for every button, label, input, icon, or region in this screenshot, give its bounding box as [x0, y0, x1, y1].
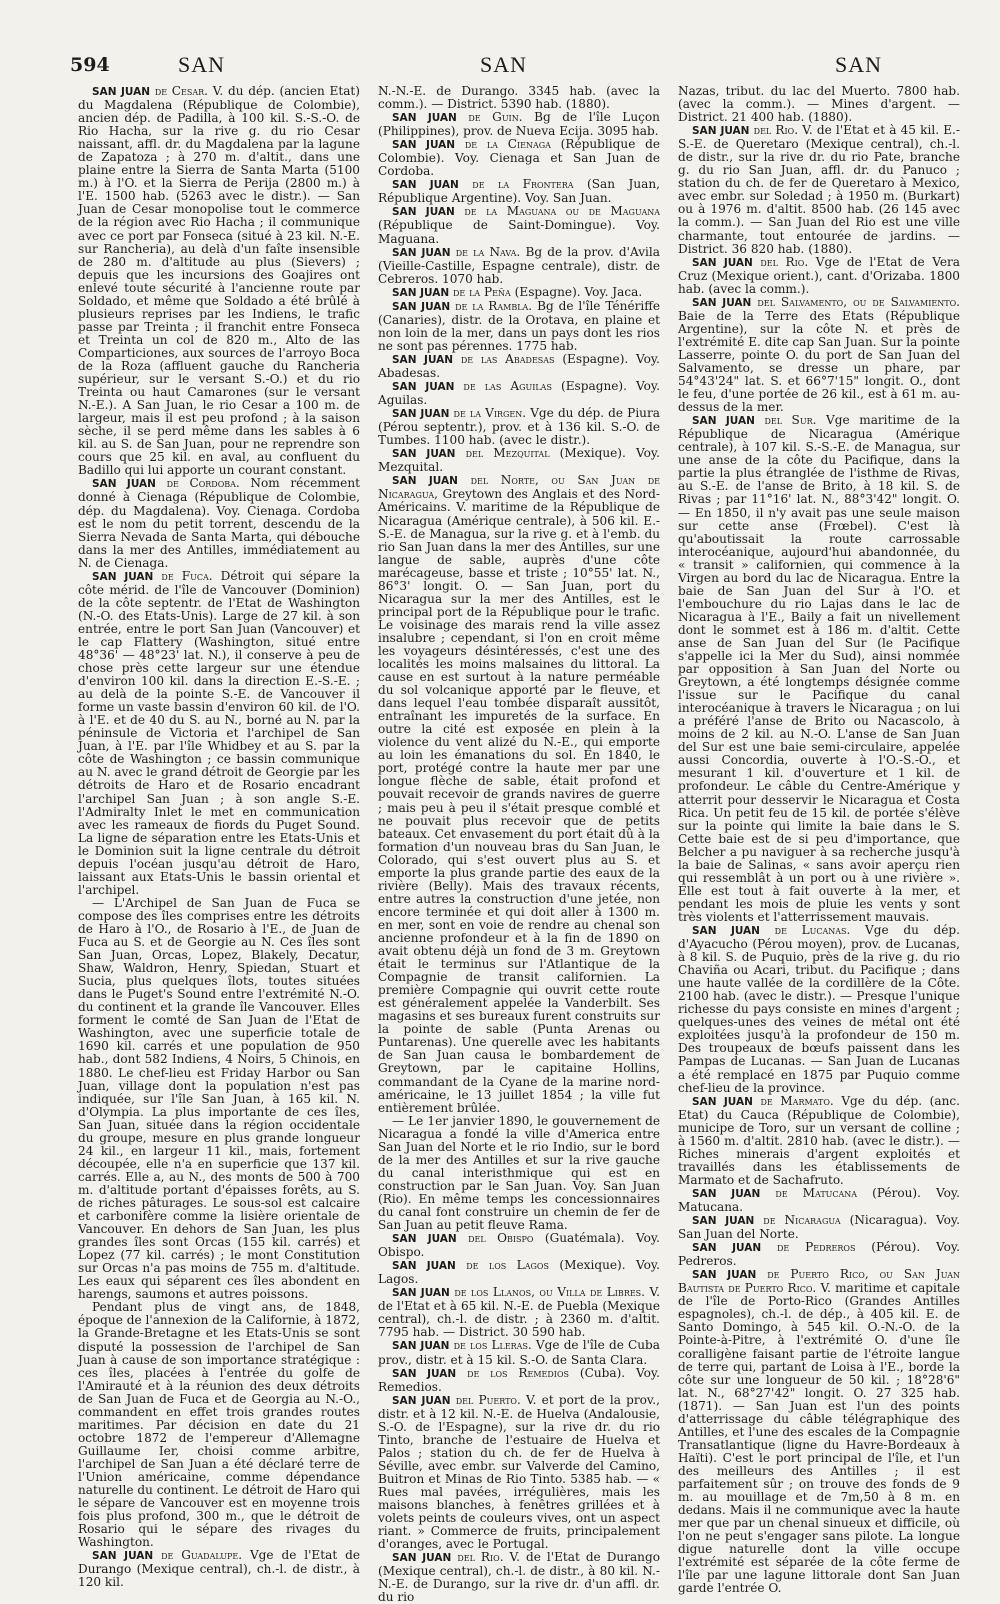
dictionary-entry [378, 380, 660, 407]
entry-text: (Espagne). Voy. Aguilas. [378, 379, 660, 408]
dictionary-entry [78, 1301, 360, 1549]
entry-headword: SAN JUAN [392, 381, 455, 394]
entry-headword: SAN JUAN [692, 256, 753, 269]
entry-headword: SAN JUAN [392, 1552, 452, 1565]
dictionary-entry [78, 570, 360, 897]
entry-headword: SAN JUAN [392, 1340, 450, 1353]
entry-text: Nom récemment donné à Cienaga (République de Colombie, dép. du Magdalena). Voy. Cienaga. Cordoba est le nom du petit torrent, descendu de la Sierra Nevada de Santa Marta, qui débouche dans la mer des Antilles, immédiatement au N. de Cienaga. [78, 476, 360, 570]
entry-subhead: de las Abadesas [460, 351, 555, 366]
entry-subhead: de los Lagos [466, 1258, 549, 1273]
entry-text: V. du dép. (ancien Etat) du Magdalena (République de Colombie), ancien dép. de Padilla, à 100 kil. S.-S.-O. de Rio Hacha, sur la rive g. du rio Cesar naissant, affl. dr. du Magdalena par la lagune de Zapatoza ; à 270 m. d'altit., dans une plaine entre la Sierra de Santa Marta (5100 m.) à l'O. et la Sierra de Perija (2800 m.) à l'E. 1500 hab. (5263 avec le distr.). — San Juan de Cesar monopolise tout le commerce de la région avec Rio Hacha ; il communique avec ce port par Fonseca (situé à 23 kil. N.-E. sur Rancheria), au delà d'un faîte insensible de 280 m. d'altitude au plus (Sievers) ; depuis que les incursions des Goajires ont enlevé toute sécurité à l'ancienne route par Soldado, et même que Soldado a été brûlé à plusieurs reprises par les Indiens, le trafic passe par Treinta ; il franchit entre Fonseca et Treinta un col de 820 m., Alto de las Comparticiones, aux sources de l'arroyo Boca de la Roza (affluent gauche du Rancheria supérieur, sur le versant S.-O.) et du rio Treinta ou haut Camarones (sur le versant N.-E.). A San Juan, le rio Cesar a 100 m. de largeur, mais il est peu profond ; à la saison sèche, il se perd même dans les sables à 6 kil. au S. de San Juan, pour ne reprendre son cours que 25 kil. en aval, au confluent du Badillo qui lui apporte un courant constant. [78, 84, 360, 478]
entry-subhead: de la Cienaga [464, 137, 551, 152]
entry-subhead: de la Nava. [455, 244, 521, 259]
dictionary-entry [378, 474, 660, 1114]
entry-text: V. maritime et capitale de l'île de Porto-Rico (Grandes Antilles espagnoles), ch.-l. de dép., à 405 kil. E. de Santo Domingo, à 545 kil. O.-N.-O. de la Pointe-à-Pitre, à l'extrémité O. d'une île coralligène faisant partie de l'étroite langue de terre qui, partant de Loisa à l'E., borde la côte sur une longueur de 50 kil. ; 18°28'6" lat. N., 68°27'42" longit. O. 27 325 hab. (1871). — San Juan est l'un des points d'atterrissage du câble télégraphique des Antilles, et l'une des escales de la Compagnie Transatlantique (ligne du Havre-Bordeaux à Haïti). C'est le port principal de l'île, et l'un des meilleurs des Antilles ; il est parfaitement sûr ; on trouve des fonds de 9 m. au mouillage et de 7m,50 à 8 m. en dedans. Mais il ne communique avec la haute mer que par un chenal sinueux et difficile, où l'on ne peut s'engager sans pilote. La longue digue naturelle dont la ville occupe l'extrémité est séparée de la côte ferme de l'île par une lagune littorale dont San Juan garde l'entrée O. [678, 1281, 960, 1596]
entry-headword: SAN JUAN [392, 206, 455, 219]
dictionary-entry [78, 85, 360, 477]
entry-subhead: del Salvamento, ou de Salvamiento. [757, 294, 960, 309]
running-head-right: SAN [834, 52, 882, 77]
entry-text: (Mexique). Voy. Lagos. [378, 1258, 660, 1287]
entry-headword: SAN JUAN [692, 1095, 753, 1108]
dictionary-entry [678, 85, 960, 124]
dictionary-entry [678, 1214, 960, 1241]
entry-text: Vge du dép. de Piura (Pérou septentr.), prov. et à 136 kil. S.-O. de Tumbes. 1100 hab. (avec le distr.). [378, 406, 660, 448]
entry-headword: SAN JUAN [392, 112, 457, 125]
page-header [70, 42, 972, 82]
dictionary-entry [678, 124, 960, 255]
entry-subhead: de Marmato. [760, 1093, 834, 1108]
entry-headword: SAN JUAN [692, 296, 752, 309]
entry-text: V. de l'Etat et à 45 kil. E.-S.-E. de Queretaro (Mexique central), ch.-l. de distr., sur la rive dr. du rio Pate, branche g. du rio San Juan, affl. dr. du Panuco ; station du ch. de fer de Queretaro à Mexico, avec embr. sur Soledad ; à 1950 m. (Burkart) ou à 1976 m. d'altit. 8500 hab. (26 145 avec la comm.). — San Juan del Rio est une ville charmante, tout entourée de jardins. — District. 36 820 hab. (1880). [678, 123, 960, 256]
entry-subhead: de los Remedios [467, 1365, 569, 1380]
entry-headword: SAN JUAN [692, 925, 760, 937]
entry-subhead: de la Peña [453, 284, 511, 299]
entry-text: (Pérou). Voy. Matucana. [678, 1185, 960, 1214]
dictionary-entry [378, 111, 660, 138]
dictionary-entry [678, 296, 960, 414]
entry-text: Vge du dép. d'Ayacucho (Pérou moyen), prov. de Lucanas, à 8 kil. S. de Puquio, près de la rive g. du rio Chaviña ou Acari, tribut. du Pacifique ; dans une haute vallée de la cordillère de la Côte. 2100 hab. (avec le distr.). — Presque l'unique richesse du pays consiste en mines d'argent ; quelques-unes des veines de métal ont été exploitées jusqu'à la profondeur de 150 m. Des troupeaux de bœufs paissent dans les Pampas de Lucanas. — San Juan de Lucanas a été remplacé en 1875 par Puquio comme chef-lieu de la province. [678, 923, 961, 1095]
dictionary-entry [678, 1095, 960, 1187]
dictionary-entry [378, 205, 660, 245]
dictionary-entry [378, 1115, 660, 1232]
entry-headword: SAN JUAN [392, 286, 450, 299]
entry-subhead: de la Maguana ou de Maguana [464, 204, 660, 219]
dictionary-entry [678, 414, 960, 924]
entry-text: Vge du dép. (anc. Etat) du Cauca (République de Colombie), municipe de Toro, sur un versant de colline ; à 1560 m. d'altit. 2810 hab. (avec le distr.). — Riches minerais d'argent exploités et travaillés dans les établissements de Marmato et de Sachafruto. [678, 1093, 961, 1187]
dictionary-entry [678, 256, 960, 296]
running-head-left: SAN [178, 52, 226, 77]
dictionary-entry [378, 1286, 660, 1339]
entry-text: (Guatémala). Voy. Obispo. [378, 1231, 660, 1260]
entry-text: (Nicaragua). Voy. San Juan del Norte. [678, 1213, 961, 1242]
entry-text: Greytown des Anglais et des Nord-Américains. V. maritime de la République de Nicaragua (Amérique centrale), à 506 kil. E.-S.-E. de Managua, sur la rive g. et à l'emb. du rio San Juan dans la mer des Antilles, sur une langue de sable, auprès d'une côte marécageuse, basse et triste ; 10°55' lat. N., 86°3' longit. O. — San Juan, port du Nicaragua sur la mer des Antilles, est le principal port de la République pour le trafic. Le voisinage des marais rend la ville assez insalubre ; cependant, si l'on en croit même les voyageurs désintéressés, c'est une des localités les moins malsaines du littoral. La cause en est surtout à la nature perméable du sol volcanique apporté par le fleuve, et dans lequel l'eau tombée disparaît aussitôt, entraînant les impuretés de la surface. En outre la cité est exposée en plein à la violence du vent alizé du N.-E., qui emporte au loin les émanations du sol. En 1840, le port, protégé contre la haute mer par une longue flèche de sable, était profond et pouvait recevoir de grands navires de guerre ; mais peu à peu il s'était presque comblé et ne pouvait plus recevoir que de petits bateaux. Cet envasement du port était dû à la formation d'un nouveau bras du San Juan, le Colorado, qui s'est ouvert plus au S. et emporte la plus grande partie des eaux de la rivière (Belly). Mais des travaux récents, entre autres la construction d'une jetée, non encore terminée et qui doit aller à 1300 m. en mer, sont en voie de rendre au chenal son ancienne profondeur et à la fin de 1890 on avait obtenu déjà un fond de 3 m. Greytown était le terminus sur l'Atlantique de la Compagnie de transit californien. La première Compagnie qui ouvrit cette route est généralement appelée la Vanderbilt. Ses magasins et ses bureaux furent construits sur la pointe de sable (Punta Arenas ou Puntarenas). Une querelle avec les habitants de San Juan causa le bombardement de Greytown, par le capitaine Hollins, commandant de la Cyane de la marine nord-américaine, le 13 juillet 1854 ; la ville fut entièrement brûlée. [378, 487, 660, 1115]
entry-subhead: de Cordoba. [166, 476, 240, 491]
entry-subhead: del Sur. [764, 413, 817, 428]
dictionary-entry [378, 246, 660, 286]
entry-headword: SAN JUAN [392, 1394, 451, 1407]
entry-subhead: de la Virgen. [453, 406, 527, 421]
entry-subhead: de los Lleras. [453, 1338, 532, 1353]
entry-subhead: del Rio. [457, 1550, 504, 1565]
entry-text: Baie de la Terre des Etats (République Argentine), sur la côte N. et près de l'extrémité E. dite cap San Juan. Sur la pointe Lasserre, pointe O. du port de San Juan del Salvamento, se dresse un phare, par 54°43'24" lat. S. et 66°7'15" longit. O., dont le feu, d'une portée de 26 kil., est à 61 m. au-dessus de la mer. [678, 308, 960, 415]
entry-text: V. de l'Etat et à 65 kil. N.-E. de Puebla (Mexique central), ch.-l. de distr. ; à 2360 m. d'altit. 7795 hab. — District. 30 590 hab. [378, 1285, 660, 1340]
column-left [78, 84, 360, 1590]
dictionary-entry [378, 1259, 660, 1286]
entry-text: (Cuba). Voy. Remedios. [378, 1365, 660, 1394]
dictionary-entry [78, 477, 360, 569]
dictionary-entry [378, 1232, 660, 1259]
entry-subhead: de Cesar. [154, 84, 209, 98]
entry-headword: SAN JUAN [692, 1242, 762, 1255]
entry-subhead: de Puerto Rico, ou San Juan Bautista de Puerto Rico. [678, 1267, 960, 1296]
entry-subhead: de Matucana [775, 1185, 858, 1200]
dictionary-entry [678, 1241, 960, 1268]
entry-subhead: del Puerto. [455, 1392, 521, 1407]
entry-headword: SAN JUAN [392, 408, 450, 421]
entry-headword: SAN JUAN [92, 570, 154, 583]
entry-text: (Espagne). Voy. Abadesas. [378, 351, 660, 380]
entry-text: Vge de l'Etat de Vera Cruz (Mexique orient.), cant. d'Orizaba. 1800 hab. (avec la comm.). [678, 254, 960, 296]
entry-headword: SAN JUAN [392, 1233, 457, 1246]
entry-subhead: de Lucanas. [774, 923, 851, 937]
entry-subhead: de Fuca. [161, 568, 213, 583]
entry-subhead: de Nicaragua [763, 1213, 841, 1228]
entry-headword: SAN JUAN [92, 478, 156, 491]
entry-subhead: de Pedreros [777, 1240, 856, 1255]
entry-text: Pendant plus de vingt ans, de 1848, époque de l'annexion de la Californie, à 1872, la Grande-Bretagne et les Etats-Unis se sont disputé la possession de l'archipel de San Juan à cause de son importance stratégique : ces îles, placées à l'entrée du golfe de l'Amirauté et à la réunion des deux détroits de San Juan de Fuca et de Georgia au N.-O., commandent en effet trois grandes routes maritimes. Par décision en date du 21 octobre 1872 de l'empereur d'Allemagne Guillaume Ier, choisi comme arbitre, l'archipel de San Juan a été déclaré terre de l'Union américaine, comme dépendance naturelle du continent. Le détroit de Haro qui le sépare de Vancouver est en moyenne trois fois plus profond, 300 m., que le détroit de Rosario qui le sépare des rivages du Washington. [78, 1300, 360, 1550]
entry-subhead: de Guin. [468, 110, 523, 125]
entry-headword: SAN JUAN [392, 1260, 456, 1273]
entry-text: Vge de l'Etat de Durango (Mexique central), ch.-l. de distr., à 120 kil. [78, 1548, 360, 1590]
entry-headword: SAN JUAN [692, 1269, 757, 1282]
entry-text: (Mexique). Voy. Mezquital. [378, 446, 660, 475]
dictionary-entry [678, 1268, 960, 1595]
entry-text: (République de Colombie). Voy. Cienaga et San Juan de Cordoba. [378, 137, 661, 179]
entry-text: Vge maritime de la République de Nicaragua (Amérique centrale), à 107 kil. S.-S.-E. de Managua, sur une anse de la côte du Pacifique, dans la partie la plus étranglée de l'isthme de Rivas, au S.-E. de l'anse de Brito, à 18 kil. S. de Rivas ; par 11°16' lat. N., 88°3'42" longit. O. — En 1850, il n'y avait pas une seule maison sur cette anse (Frœbel). C'est là qu'aboutissait la route carrossable interocéanique, aujourd'hui abandonnée, du « transit » californien, qui commence à la Virgen au bord du lac de Nicaragua. Entre la baie de San Juan del Sur à l'O. et l'embouchure du rio Lajas dans le lac de Nicaragua à l'E., Baily a fait un nivellement dont le sommet est à 186 m. d'altit. Cette anse de San Juan del Sur (le Pacifique s'appelle ici la Mer du Sud), ainsi nommée par opposition à San Juan del Norte ou Greytown, a été longtemps désignée comme l'issue sur le Pacifique du canal interocéanique à travers le Nicaragua ; on lui a préféré l'anse de Brito ou Nacascolo, à moins de 2 kil. au N.-O. L'anse de San Juan del Sur est une baie semi-circulaire, appelée aussi Concordia, ouverte à l'O.-S.-O., et mesurant 1 kil. d'ouverture et 1 kil. de profondeur. Le câble du Centre-Amérique y atterrit pour desservir le Nicaragua et Costa Rica. Un petit feu de 15 kil. de portée s'élève sur la pointe qui limite la baie dans le S. Cette baie est de si peu d'importance, que Belcher a pu naviguer à sa recherche jusqu'à la baie de Salinas, « sans avoir aperçu rien qui ressemblât à un port ou à une rivière ». Elle est tout à fait ouverte à la mer, et pendant les mois de pluie les vents y sont très violents et l'atterrissement mauvais. [678, 413, 960, 924]
dictionary-entry [378, 85, 660, 111]
entry-text: Détroit qui sépare la côte mérid. de l'île de Vancouver (Dominion) de la côte septentr. de l'Etat de Washington (N.-O. des Etats-Unis). Large de 27 kil. à son entrée, entre le port San Juan (Vancouver) et le cap Flattery (Washington, situé entre 48°36' — 48°23' lat. N.), il conserve à peu de chose près cette largeur sur une étendue d'environ 100 kil. dans la direction E.-S.-E. ; au delà de la pointe S.-E. de Vancouver il forme un vaste bassin d'environ 60 kil. de l'O. à l'E. et de 40 du S. au N., borné au N. par la péninsule de Victoria et l'archipel de San Juan, à l'E. par l'île Whidbey et au S. par la côte de Washington ; ce bassin communique au N. avec le grand détroit de Georgie par les détroits de Haro et de Rosario encadrant l'archipel San Juan ; à son angle S.-E. l'Admiralty Inlet le met en communication avec les rameaux de fiords du Puget Sound. La ligne de séparation entre les Etats-Unis et le Dominion suit la ligne centrale du détroit depuis l'océan jusqu'au détroit de Haro, laissant aux Etats-Unis le bassin oriental et l'archipel. [78, 568, 360, 897]
entry-text: Bg de l'île Ténériffe (Canaries), distr. de la Orotava, en plaine et non loin de la mer, dans un pays dont les rios ne sont pas pérennes. 1775 hab. [378, 298, 660, 353]
entry-headword: SAN JUAN [392, 246, 451, 259]
dictionary-entry [378, 178, 660, 205]
entry-headword: SAN JUAN [392, 353, 454, 366]
entry-text: Vge de l'île de Cuba prov., distr. et à 15 kil. S.-O. de Santa Clara. [378, 1338, 660, 1367]
entry-text: — Le 1er janvier 1890, le gouvernement de Nicaragua a fondé la ville d'America entre San Juan del Norte et le rio Indio, sur le bord de la mer des Antilles et sur la rive gauche du canal interisthmique qui est en construction par le San Juan. Voy. San Juan (Rio). En même temps les concessionnaires du canal font construire un chemin de fer de San Juan au petit fleuve Rama. [378, 1113, 660, 1233]
dictionary-entry [378, 1367, 660, 1394]
dictionary-entry [78, 897, 360, 1301]
dictionary-entry [378, 286, 660, 300]
entry-text: Bg de la prov. d'Avila (Vieille-Castille, Espagne centrale), distr. de Cebreros. 1070 hab. [378, 244, 660, 286]
entry-headword: SAN JUAN [692, 415, 755, 428]
entry-headword: SAN JUAN [392, 1367, 457, 1380]
entry-subhead: del Mezquital [465, 446, 550, 461]
column-middle [378, 84, 661, 1604]
entry-subhead: del Rio. [753, 123, 799, 138]
dictionary-entry [378, 138, 660, 178]
entry-headword: SAN JUAN [392, 139, 456, 152]
entry-subhead: de Guadalupe. [161, 1548, 243, 1563]
entry-text: (San Juan, République Argentine). Voy. San Juan. [378, 177, 660, 206]
entry-headword: SAN JUAN [392, 448, 456, 461]
entry-headword: SAN JUAN [392, 475, 458, 488]
entry-subhead: de la Frontera [472, 177, 574, 192]
dictionary-entry [378, 447, 660, 474]
entry-headword: SAN JUAN [692, 1215, 755, 1228]
entry-text: V. et port de la prov., distr. et à 12 kil. N.-E. de Huelva (Andalousie, S.-O. de l'Espagne), sur la rive dr. du rio Tinto, branche de l'estuaire de Huelva et Palos ; station du ch. de fer de Huelva à Séville, avec embr. sur Valverde del Camino, Buitron et Minas de Rio Tinto. 5385 hab. — « Rues mal pavées, irrégulières, mais les maisons blanches, à fenêtres grillées et à volets peints de couleurs vives, ont un aspect riant. » Commerce de fruits, principalement d'oranges, avec le Portugal. [378, 1392, 660, 1552]
running-head-middle: SAN [480, 52, 528, 77]
entry-headword: SAN JUAN [392, 1287, 450, 1300]
entry-subhead: del Norte, ou San Juan de Nicaragua, [378, 473, 660, 502]
text-columns [78, 84, 961, 1604]
entry-text: — L'Archipel de San Juan de Fuca se compose des îles comprises entre les détroits de Haro à l'O., de Rosario à l'E., de Juan de Fuca au S. et de Georgie au N. Ces îles sont San Juan, Orcas, Lopez, Blakely, Decatur, Shaw, Waldron, Henry, Spiedan, Stuart et Sucia, plus quelques îlots, toutes situées dans le Puget's Sound entre l'extrémité N.-O. du continent et la grande île Vancouver. Elles forment le comté de San Juan de l'Etat de Washington, avec une superficie totale de 1690 kil. carrés et une population de 950 hab., dont 582 Indiens, 4 Noirs, 5 Chinois, en 1880. Le chef-lieu est Friday Harbor ou San Juan, village dont la population n'est pas indiquée, sur l'île San Juan, à 165 kil. N. d'Olympia. La plus importante de ces îles, San Juan, située dans la région occidentale du groupe, mesure en plus grande longueur 24 kil., en largeur 11 kil., mais, fortement découpée, elle n'a en superficie que 137 kil. carrés. Elle a, au N., des monts de 500 à 700 m. d'altitude portant d'épaisses forêts, au S. de riches pâturages. Le sous-sol est calcaire et carbonifère comme la lisière orientale de Vancouver. En dehors de San Juan, les plus grandes îles sont Orcas (155 kil. carrés) et Lopez (77 kil. carrés) ; le mont Constitution sur Orcas n'a pas moins de 755 m. d'altitude. Les eaux qui séparent ces îles abondent en harengs, saumons et autres poissons. [78, 895, 360, 1302]
dictionary-entry [378, 353, 660, 380]
dictionary-entry [378, 1339, 660, 1366]
entry-headword: SAN JUAN [692, 125, 750, 138]
column-right [678, 84, 961, 1596]
entry-text: Bg de l'île Luçon (Philippines), prov. de Nueva Ecija. 3095 hab. [378, 110, 660, 139]
entry-headword: SAN JUAN [692, 1187, 761, 1200]
dictionary-entry [378, 1394, 660, 1552]
entry-text: (République de Saint-Domingue). Voy. Maguana. [378, 218, 660, 246]
dictionary-entry [78, 1549, 360, 1589]
dictionary-entry [378, 407, 660, 447]
entry-subhead: de la Rambla. [455, 298, 533, 313]
entry-subhead: del Obispo [468, 1231, 534, 1246]
entry-headword: SAN JUAN [392, 300, 451, 313]
dictionary-entry [378, 1551, 660, 1604]
entry-text: N.-N.-E. de Durango. 3345 hab. (avec la comm.). — District. 5390 hab. (1880). [378, 84, 660, 112]
entry-text: (Pérou). Voy. Pedreros. [678, 1240, 960, 1269]
entry-subhead: de las Aguilas [463, 379, 552, 394]
entry-headword: SAN JUAN [392, 179, 459, 192]
entry-headword: SAN JUAN [92, 1550, 154, 1563]
dictionary-entry [678, 1187, 960, 1214]
entry-text: V. de l'Etat de Durango (Mexique central), ch.-l. de distr., à 80 kil. N.-N.-E. de Durango, sur la rive dr. d'un affl. dr. du rio [378, 1550, 660, 1604]
entry-subhead: del Rio. [760, 254, 809, 269]
entry-subhead: de los Llanos, ou Villa de Libres. [454, 1285, 646, 1300]
page-number: 594 [70, 54, 110, 76]
entry-text: Nazas, tribut. du lac del Muerto. 7800 hab. (avec la comm.). — Mines d'argent. — District. 21 400 hab. (1880). [678, 84, 960, 125]
dictionary-entry [378, 300, 660, 353]
entry-headword: SAN JUAN [92, 86, 151, 98]
dictionary-entry [678, 924, 960, 1095]
entry-text: (Espagne). Voy. Jaca. [514, 284, 643, 299]
